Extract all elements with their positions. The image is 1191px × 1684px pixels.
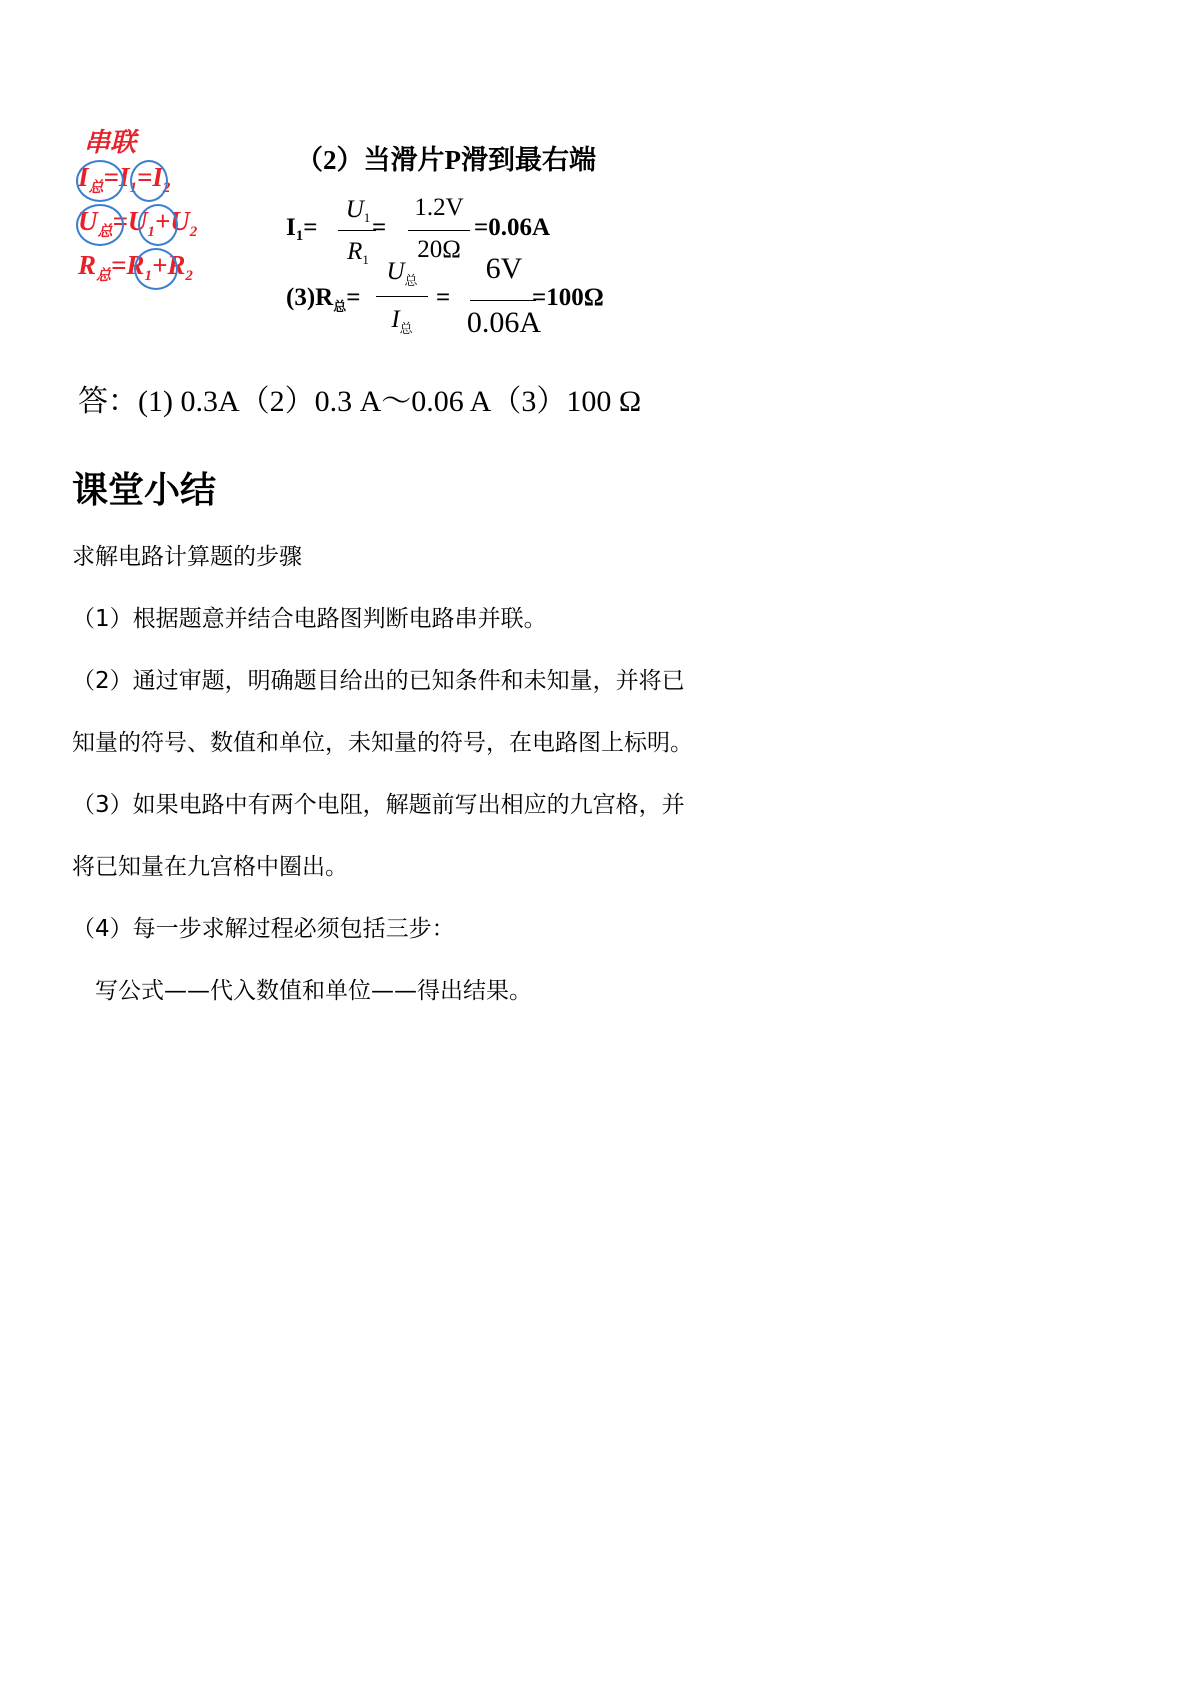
rule-voltage: $U_总=U_1+U_2$ <box>78 206 198 240</box>
i1-frac2-denominator: 20Ω <box>417 236 461 263</box>
summary-line-2: （1）根据题意并结合电路图判断电路串并联。 <box>72 606 547 632</box>
summary-heading: 课堂小结 <box>72 470 217 511</box>
r-total-result: =100Ω <box>532 284 604 311</box>
summary-line-7: （4）每一步求解过程必须包括三步： <box>72 916 455 942</box>
i1-frac2-numerator: 1.2V <box>414 194 464 221</box>
r-total-lhs: $(3)R_总=$ <box>286 284 361 315</box>
i1-frac2-bar <box>408 230 470 231</box>
i1-lhs: $I_1=$ <box>286 214 318 244</box>
summary-line-4: 知量的符号、数值和单位，未知量的符号，在电路图上标明。 <box>72 730 693 756</box>
part2-title: （2）当滑片P滑到最右端 <box>296 145 596 175</box>
summary-line-6: 将已知量在九宫格中圈出。 <box>72 854 348 880</box>
answer-line: 答：(1) 0.3A（2）0.3 A～0.06 A（3）100 Ω <box>78 385 642 418</box>
summary-line-3: （2）通过审题，明确题目给出的已知条件和未知量，并将已 <box>72 668 685 694</box>
r-total-frac1-bar <box>376 296 428 297</box>
i1-frac1-numerator: $U_1$ <box>345 196 371 225</box>
summary-line-1: 求解电路计算题的步骤 <box>72 544 302 570</box>
r-total-frac1-denominator: $I_总$ <box>391 306 413 337</box>
circle-r1 <box>134 248 178 290</box>
circle-u-total <box>76 204 124 246</box>
r-total-eq: = <box>436 284 451 311</box>
r-total-frac2-bar <box>470 300 536 301</box>
i1-frac1-bar <box>338 230 376 231</box>
summary-line-5: （3）如果电路中有两个电阻，解题前写出相应的九宫格，并 <box>72 792 685 818</box>
rule-resistance: $R_总=R_1+R_2$ <box>78 250 193 284</box>
summary-line-8: 写公式——代入数值和单位——得出结果。 <box>72 978 532 1004</box>
r-total-frac2-numerator: 6V <box>485 252 523 285</box>
r-total-frac1-numerator: $U_总$ <box>386 258 418 289</box>
circle-i1 <box>130 160 168 202</box>
rule-current: $I_总=I_1=I_2$ <box>78 162 171 196</box>
r-total-frac2-denominator: 0.06A <box>466 306 542 339</box>
i1-result: =0.06A <box>474 214 551 241</box>
i1-frac1-denominator: $R_1$ <box>347 238 369 267</box>
circle-u1 <box>138 204 178 246</box>
series-rules-box <box>78 118 248 308</box>
series-title: 串联 <box>84 128 137 157</box>
circle-i-total <box>76 160 124 202</box>
i1-eq: = <box>372 214 387 241</box>
